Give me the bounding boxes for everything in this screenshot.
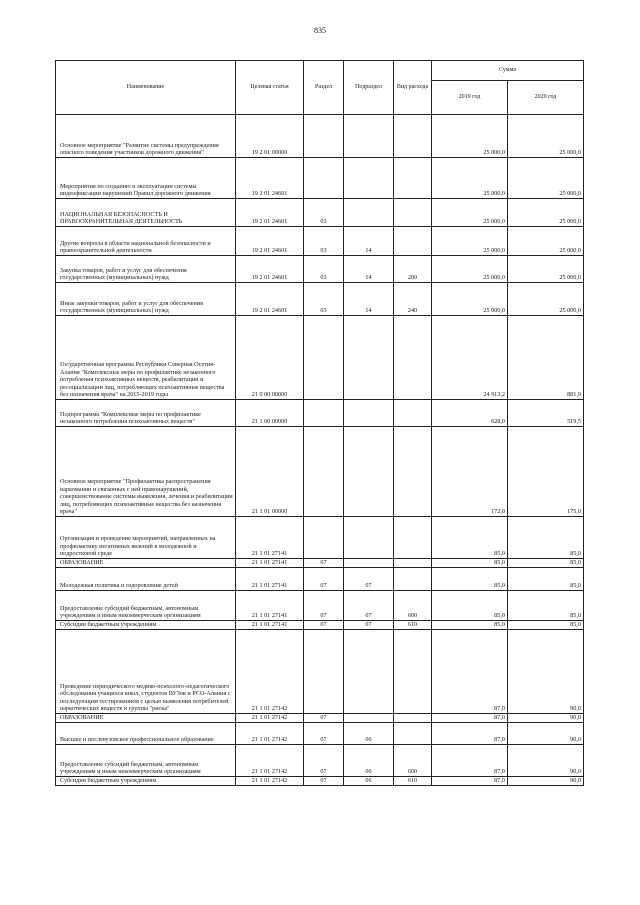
cell-section (304, 427, 344, 517)
cell-target-article: 21 1 01 00000 (236, 427, 304, 517)
table-row (56, 400, 584, 427)
cell-sum-2019: 87,0 (432, 630, 508, 714)
cell-sum-2019: 25 000,0 (432, 256, 508, 283)
cell-sum-2020: 90,0 (508, 714, 584, 723)
cell-sum-2019: 85,0 (432, 591, 508, 621)
cell-expense-type (394, 568, 432, 591)
cell-subsection: 06 (344, 745, 394, 777)
cell-sum-2019: 85,0 (432, 517, 508, 559)
cell-subsection: 07 (344, 568, 394, 591)
cell-sum-2019: 87,0 (432, 723, 508, 745)
header-sum: Сумма (432, 61, 584, 81)
cell-subsection (344, 115, 394, 158)
table-row (56, 568, 584, 591)
table-row (56, 559, 584, 568)
cell-expense-type: 600 (394, 591, 432, 621)
cell-target-article: 21 1 01 27141 (236, 559, 304, 568)
cell-expense-type (394, 517, 432, 559)
cell-subsection (344, 630, 394, 714)
cell-expense-type (394, 723, 432, 745)
cell-name: ОБРАЗОВАНИЕ (56, 714, 236, 723)
cell-subsection: 06 (344, 777, 394, 786)
cell-sum-2019: 85,0 (432, 559, 508, 568)
table-row (56, 621, 584, 630)
cell-section: 03 (304, 227, 344, 256)
table-row (56, 115, 584, 158)
cell-name: Иные закупки товаров, работ и услуг для обеспечения государственных (муниципальных) нужд (56, 283, 236, 316)
cell-expense-type (394, 400, 432, 427)
cell-expense-type (394, 630, 432, 714)
cell-sum-2020: 25 000,0 (508, 283, 584, 316)
table-row (56, 256, 584, 283)
cell-subsection (344, 427, 394, 517)
cell-subsection: 07 (344, 621, 394, 630)
cell-sum-2019: 25 000,0 (432, 283, 508, 316)
cell-section: 07 (304, 777, 344, 786)
cell-subsection: 07 (344, 591, 394, 621)
cell-subsection: 14 (344, 256, 394, 283)
cell-name: Основное мероприятие "Развитие системы предупреждения опасного поведения участников дорожного движения" (56, 115, 236, 158)
cell-section (304, 316, 344, 400)
cell-subsection (344, 199, 394, 227)
cell-target-article: 19 2 01 00000 (236, 115, 304, 158)
cell-expense-type (394, 714, 432, 723)
table-body (56, 115, 584, 786)
cell-expense-type (394, 199, 432, 227)
header-section: Раздел (304, 61, 344, 115)
table-row (56, 591, 584, 621)
cell-sum-2019: 87,0 (432, 714, 508, 723)
cell-subsection: 14 (344, 283, 394, 316)
cell-expense-type (394, 227, 432, 256)
cell-sum-2020: 90,0 (508, 777, 584, 786)
cell-section: 03 (304, 256, 344, 283)
cell-target-article: 21 1 01 27141 (236, 517, 304, 559)
cell-sum-2020: 85,0 (508, 591, 584, 621)
cell-sum-2020: 25 000,0 (508, 115, 584, 158)
table-row (56, 227, 584, 256)
cell-name: Основное мероприятие "Профилактика распространения наркомании и связанных с ней правонарушений, совершенствование системы выявления, лечения и реабилитации лиц, потребляющих психоактивные вещества без назначения врача" (56, 427, 236, 517)
cell-section: 03 (304, 199, 344, 227)
cell-sum-2020: 25 000,0 (508, 227, 584, 256)
header-expense-type: Вид расхода (394, 61, 432, 115)
cell-target-article: 21 1 01 27141 (236, 568, 304, 591)
cell-name: Другие вопросы в области национальной безопасности и правоохранительной деятельности (56, 227, 236, 256)
cell-section: 07 (304, 591, 344, 621)
cell-sum-2019: 25 000,0 (432, 199, 508, 227)
cell-name: Предоставление субсидий бюджетным, автономным учреждениям и иным некоммерческим организациям (56, 591, 236, 621)
cell-expense-type (394, 559, 432, 568)
cell-name: Проведение периодического медико-психолого-педагогического обследования учащихся школ, студентов ВУЗов и РСО-Алания с последующим тестированием с целью выявления потребителей наркотических веществ и группы "риска" (56, 630, 236, 714)
cell-name: Высшее и послевузовское профессиональное образование (56, 723, 236, 745)
cell-expense-type: 610 (394, 621, 432, 630)
cell-name: Мероприятия по созданию и эксплуатации системы видеофиксации нарушений Правил дорожного движения (56, 158, 236, 199)
header-name: Наименование (56, 61, 236, 115)
cell-sum-2020: 85,0 (508, 517, 584, 559)
cell-section: 07 (304, 568, 344, 591)
cell-name: Закупка товаров, работ и услуг для обеспечения государственных (муниципальных) нужд (56, 256, 236, 283)
cell-subsection: 14 (344, 227, 394, 256)
table-row (56, 745, 584, 777)
cell-expense-type: 200 (394, 256, 432, 283)
cell-sum-2020: 881,9 (508, 316, 584, 400)
cell-sum-2020: 85,0 (508, 621, 584, 630)
table-row (56, 199, 584, 227)
header-year-2019: 2019 год (432, 81, 508, 115)
cell-name: Организация и проведение мероприятий, направленных на профилактику негативных явлений в молодежной и подростковой среде (56, 517, 236, 559)
table-row (56, 316, 584, 400)
table-row (56, 723, 584, 745)
cell-target-article: 19 2 01 24601 (236, 199, 304, 227)
cell-expense-type (394, 316, 432, 400)
cell-sum-2020: 90,0 (508, 630, 584, 714)
cell-section: 07 (304, 745, 344, 777)
cell-expense-type: 600 (394, 745, 432, 777)
cell-sum-2019: 628,0 (432, 400, 508, 427)
cell-section (304, 115, 344, 158)
cell-subsection (344, 400, 394, 427)
cell-target-article: 19 2 01 24601 (236, 227, 304, 256)
cell-sum-2020: 25 000,0 (508, 199, 584, 227)
cell-section: 07 (304, 723, 344, 745)
cell-name: Субсидии бюджетным учреждениям (56, 621, 236, 630)
budget-table (55, 60, 584, 786)
cell-name: НАЦИОНАЛЬНАЯ БЕЗОПАСНОСТЬ И ПРАВООХРАНИТЕЛЬНАЯ ДЕЯТЕЛЬНОСТЬ (56, 199, 236, 227)
cell-section: 07 (304, 621, 344, 630)
cell-expense-type (394, 427, 432, 517)
cell-subsection: 06 (344, 723, 394, 745)
header-target-article: Целевая статья (236, 61, 304, 115)
cell-sum-2020: 175,0 (508, 427, 584, 517)
cell-expense-type (394, 158, 432, 199)
cell-sum-2019: 25 000,0 (432, 227, 508, 256)
header-subsection: Подраздел (344, 61, 394, 115)
cell-sum-2019: 172,0 (432, 427, 508, 517)
table-row (56, 714, 584, 723)
cell-name: Предоставление субсидий бюджетным, автономным учреждениям и иным некоммерческим организациям (56, 745, 236, 777)
cell-section (304, 158, 344, 199)
table-row (56, 283, 584, 316)
cell-target-article: 21 1 00 00000 (236, 400, 304, 427)
cell-subsection (344, 158, 394, 199)
cell-subsection (344, 517, 394, 559)
cell-sum-2019: 85,0 (432, 621, 508, 630)
table-row (56, 777, 584, 786)
cell-sum-2019: 87,0 (432, 745, 508, 777)
cell-target-article: 21 1 01 27142 (236, 745, 304, 777)
table-row (56, 630, 584, 714)
cell-name: Государственная программа Республики Северная Осетия-Алания "Комплексные меры по профилактике незаконного потребления психоактивных веществ, реабилитации и ресоциализации лиц, потребляющих психоактивные вещества без назначения врача" на 2015-2019 годы (56, 316, 236, 400)
table-row (56, 517, 584, 559)
cell-expense-type (394, 115, 432, 158)
cell-sum-2020: 25 000,0 (508, 158, 584, 199)
page-number: 835 (314, 26, 326, 35)
cell-target-article: 21 1 01 27141 (236, 591, 304, 621)
cell-sum-2019: 85,0 (432, 568, 508, 591)
cell-section: 07 (304, 559, 344, 568)
cell-target-article: 19 2 01 24601 (236, 256, 304, 283)
cell-name: ОБРАЗОВАНИЕ (56, 559, 236, 568)
table-row (56, 158, 584, 199)
header-year-2020: 2020 год (508, 81, 584, 115)
cell-sum-2020: 25 000,0 (508, 256, 584, 283)
cell-sum-2019: 25 000,0 (432, 158, 508, 199)
cell-target-article: 21 1 01 27142 (236, 630, 304, 714)
cell-sum-2020: 85,0 (508, 559, 584, 568)
cell-sum-2020: 85,0 (508, 568, 584, 591)
cell-name: Субсидии бюджетным учреждениям (56, 777, 236, 786)
table-row (56, 427, 584, 517)
cell-section: 07 (304, 714, 344, 723)
cell-name: Молодежная политика и оздоровление детей (56, 568, 236, 591)
cell-sum-2020: 90,0 (508, 723, 584, 745)
cell-sum-2019: 87,0 (432, 777, 508, 786)
cell-subsection (344, 559, 394, 568)
cell-section (304, 400, 344, 427)
cell-target-article: 21 1 01 27142 (236, 777, 304, 786)
cell-target-article: 19 2 01 24601 (236, 283, 304, 316)
cell-expense-type: 240 (394, 283, 432, 316)
cell-target-article: 21 1 01 27142 (236, 714, 304, 723)
cell-expense-type: 610 (394, 777, 432, 786)
cell-subsection (344, 714, 394, 723)
cell-sum-2019: 24 913,2 (432, 316, 508, 400)
cell-target-article: 21 1 01 27142 (236, 723, 304, 745)
cell-target-article: 21 1 01 27141 (236, 621, 304, 630)
cell-section (304, 630, 344, 714)
cell-subsection (344, 316, 394, 400)
cell-section: 03 (304, 283, 344, 316)
cell-sum-2020: 519,5 (508, 400, 584, 427)
cell-name: Подпрограмма "Комплексные меры по профилактике незаконного потребления психоактивных веществ" (56, 400, 236, 427)
cell-target-article: 21 0 00 00000 (236, 316, 304, 400)
cell-sum-2020: 90,0 (508, 745, 584, 777)
cell-target-article: 19 2 01 24601 (236, 158, 304, 199)
cell-section (304, 517, 344, 559)
cell-sum-2019: 25 000,0 (432, 115, 508, 158)
